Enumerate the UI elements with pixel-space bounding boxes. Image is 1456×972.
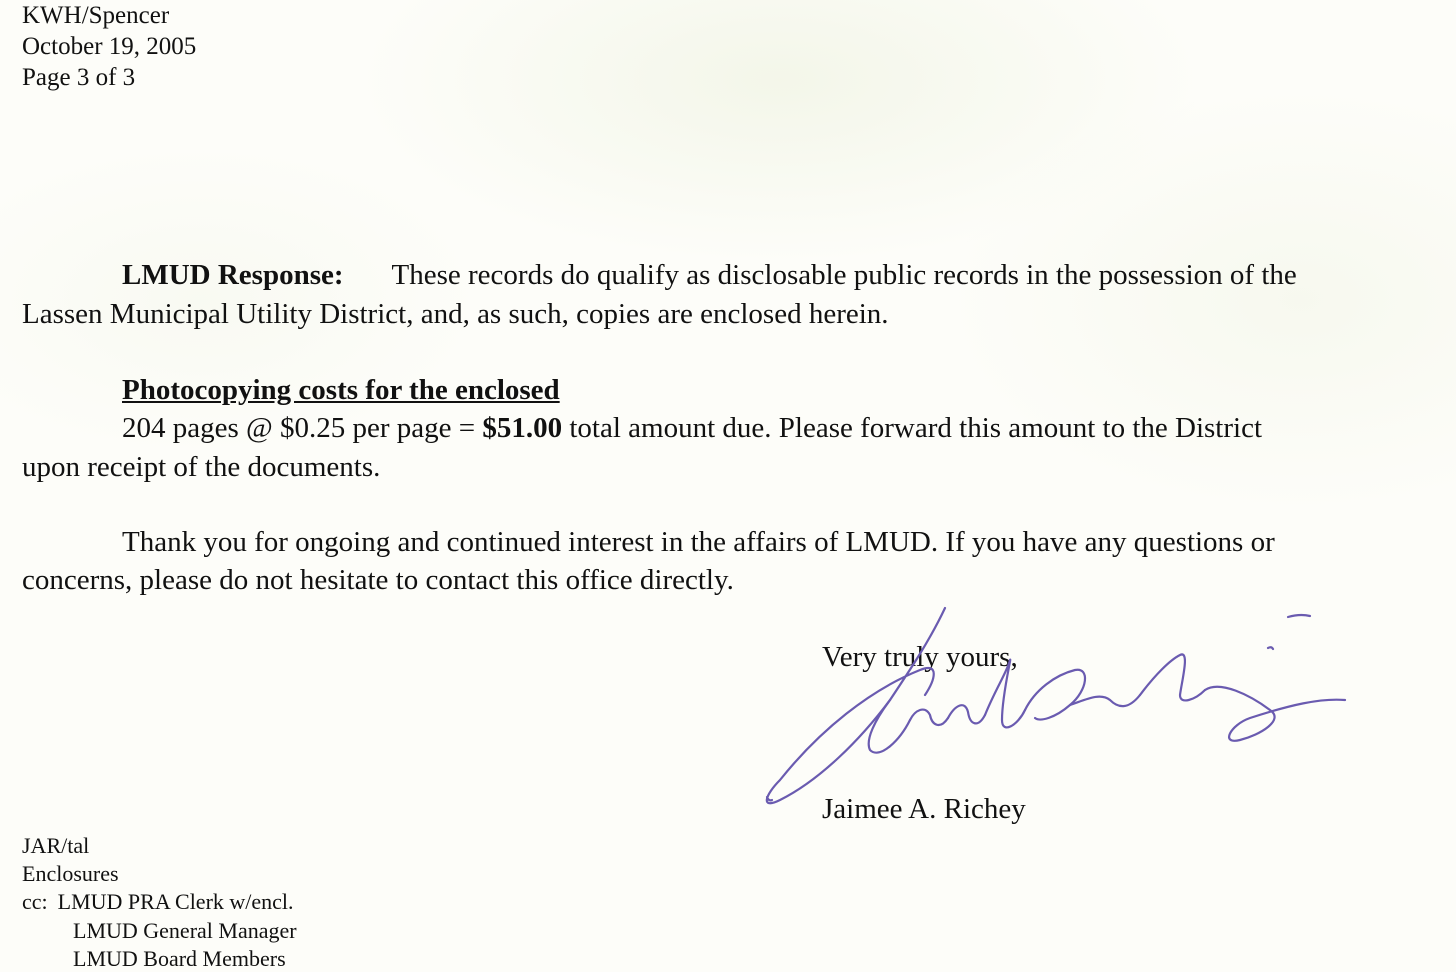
typist-initials: JAR/tal <box>22 833 90 858</box>
costs-heading <box>22 374 560 407</box>
cc-recipient-general-manager: LMUD General Manager <box>73 918 297 943</box>
response-line-1 <box>22 259 1297 292</box>
signer-name: Jaimee A. Richey <box>822 793 1026 825</box>
costs-heading-text: Photocopying costs for the enclosed <box>122 374 560 406</box>
header-date: October 19, 2005 <box>22 33 197 60</box>
cc-line-1 <box>22 889 294 915</box>
thanks-line-1: Thank you for ongoing and continued interest in the affairs of LMUD. If you have any questions or <box>122 526 1275 558</box>
cc-label: cc: <box>22 889 48 914</box>
thanks-line-2: concerns, please do not hesitate to contact this office directly. <box>22 564 734 596</box>
costs-line-2: upon receipt of the documents. <box>22 451 381 483</box>
costs-calculation: 204 pages @ $0.25 per page = <box>122 412 483 444</box>
header-page-number: Page 3 of 3 <box>22 64 136 91</box>
costs-line-1 <box>22 412 1262 445</box>
handwritten-signature <box>740 600 1360 820</box>
costs-instruction: total amount due. Please forward this amount to the District <box>562 412 1263 444</box>
cc-recipient-board-members: LMUD Board Members <box>73 946 286 971</box>
response-line-2: Lassen Municipal Utility District, and, as such, copies are enclosed herein. <box>22 298 889 330</box>
cc-recipient-pra-clerk: LMUD PRA Clerk w/encl. <box>57 889 294 914</box>
enclosures-note: Enclosures <box>22 861 119 886</box>
response-label: LMUD Response: <box>122 259 344 291</box>
closing-salutation: Very truly yours, <box>822 641 1018 673</box>
header-recipient: KWH/Spencer <box>22 2 170 29</box>
costs-amount: $51.00 <box>482 412 563 444</box>
response-text-1: These records do qualify as disclosable public records in the possession of the <box>391 259 1297 291</box>
